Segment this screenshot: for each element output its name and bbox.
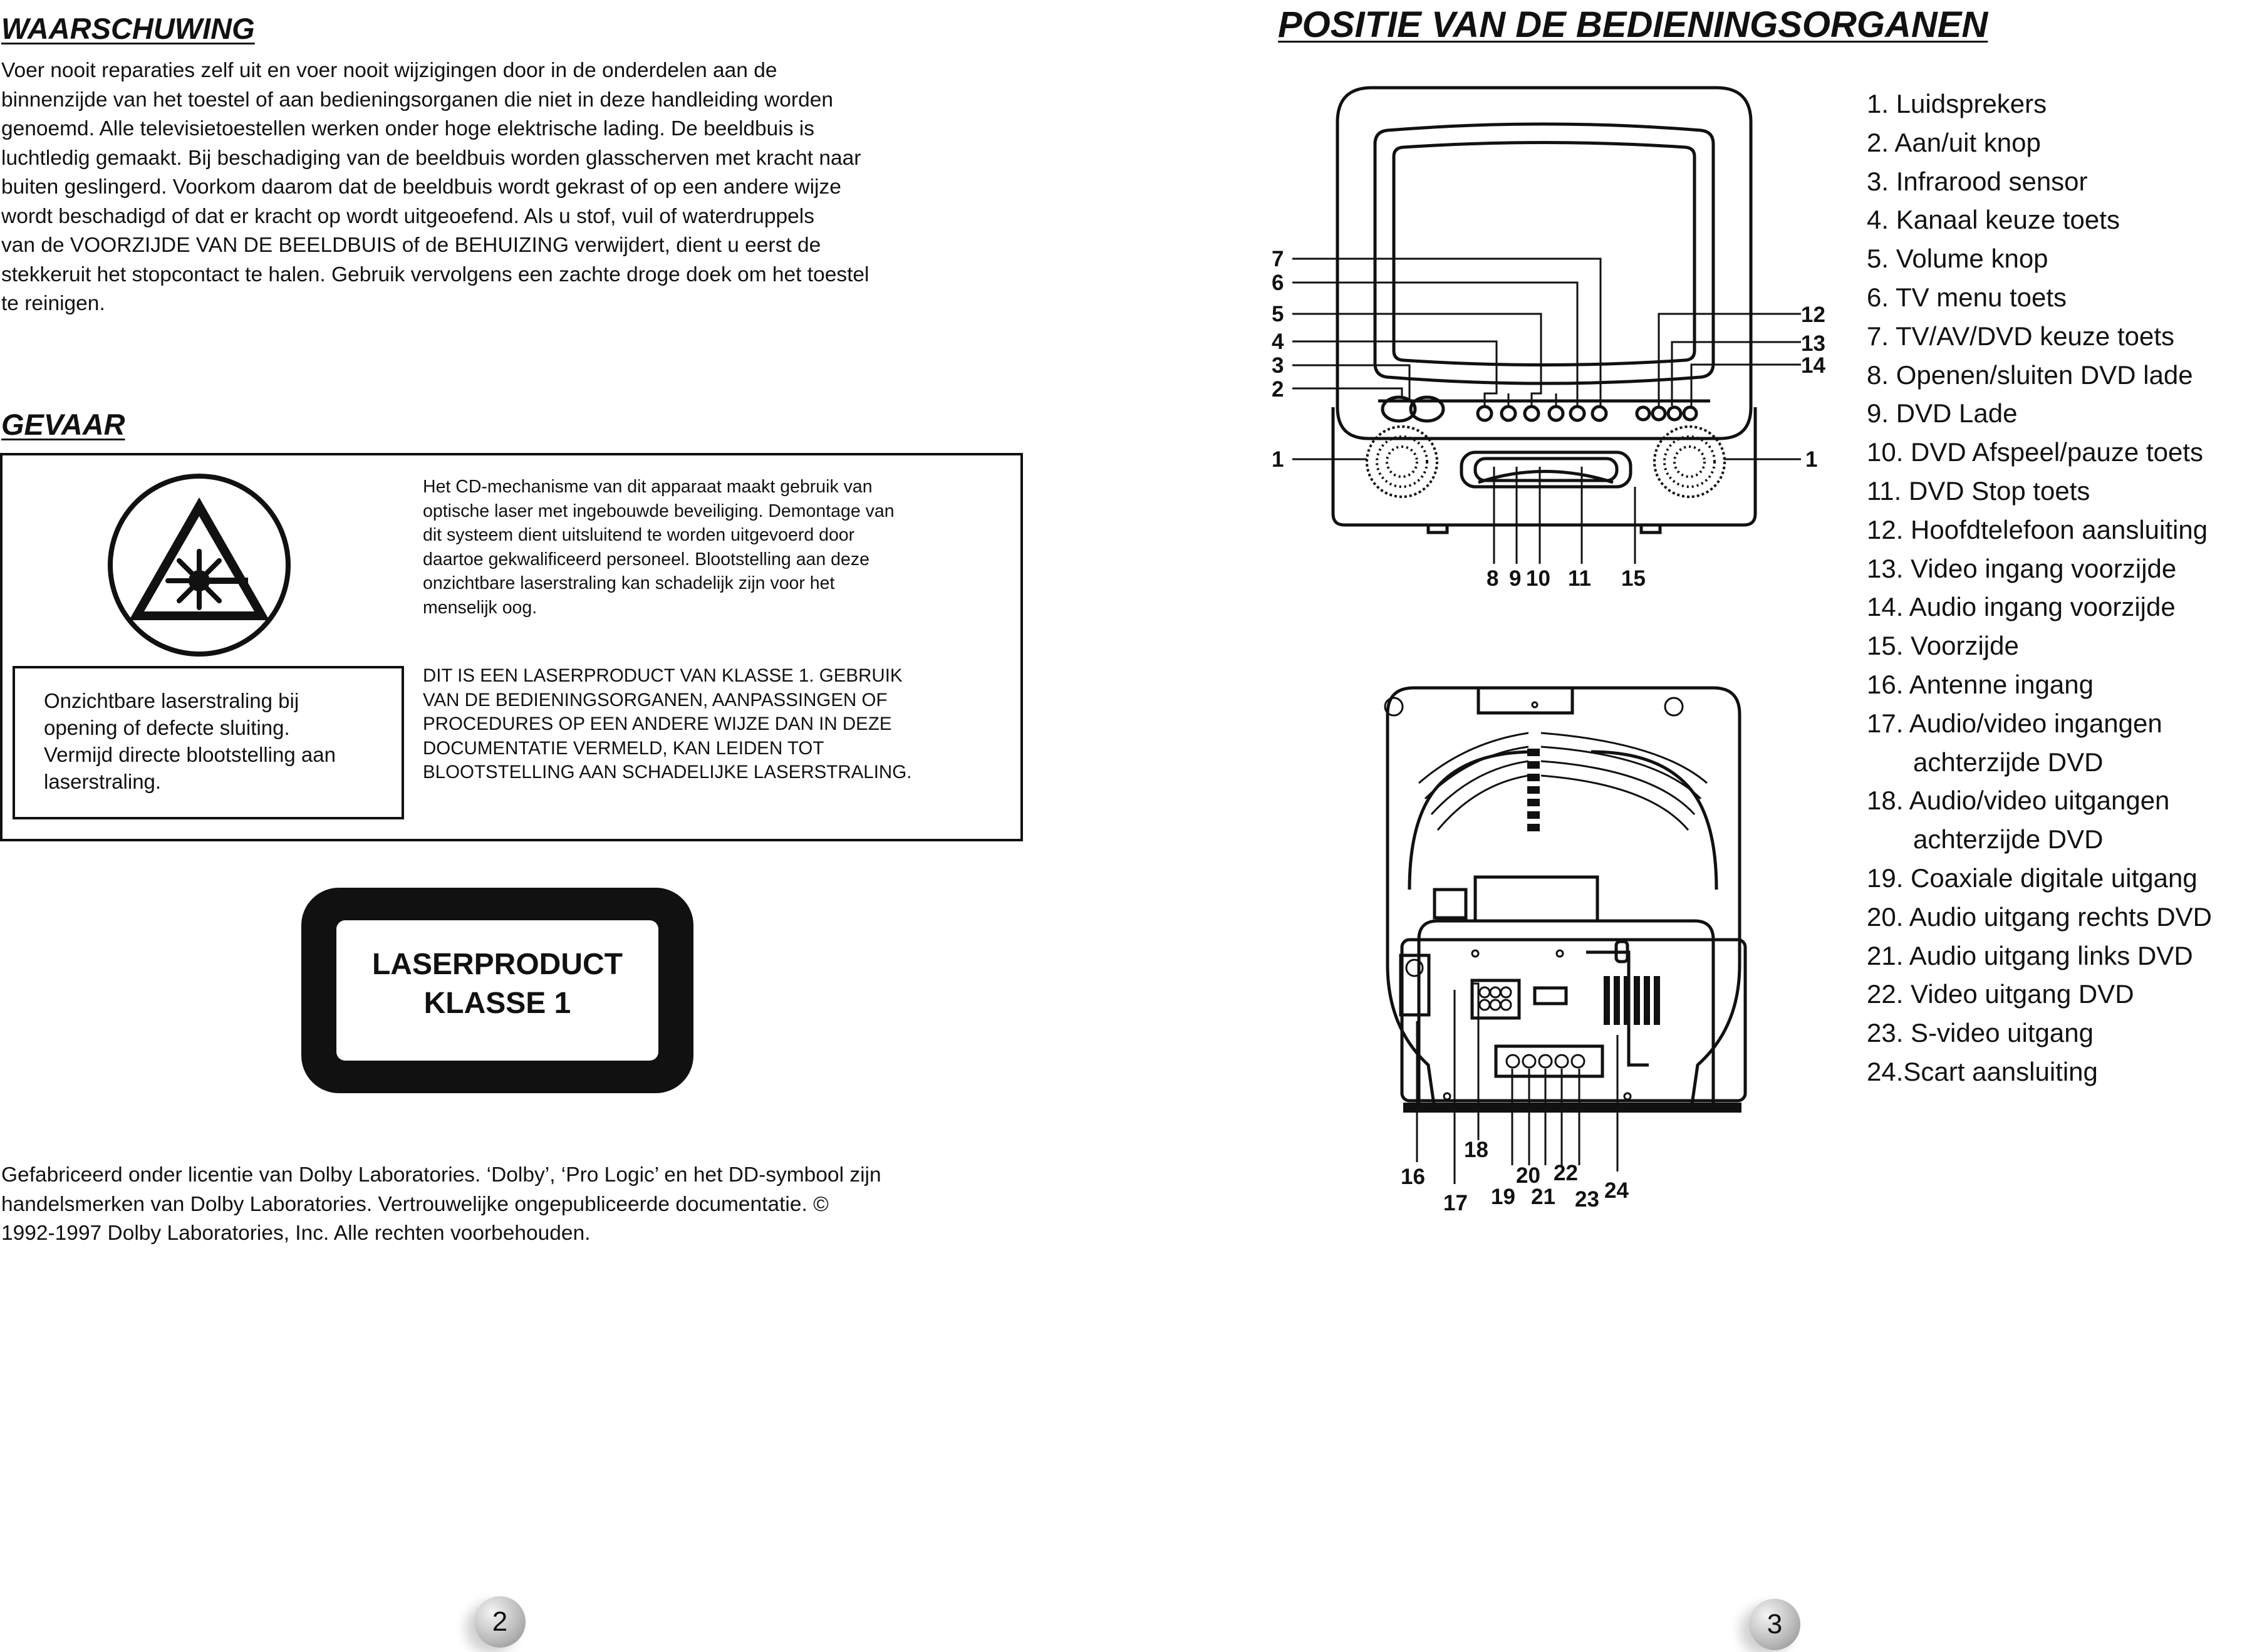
callout-8: 8 <box>1487 566 1499 591</box>
list-item: 6. TV menu toets <box>1867 282 2067 312</box>
list-item-continuation: achterzijde DVD <box>1913 747 2104 777</box>
laser-class-text <box>423 664 911 785</box>
list-item: 8. Openen/sluiten DVD lade <box>1867 360 2193 390</box>
laser-line: onzichtbare laserstraling kan schadelijk zijn voor het <box>423 573 835 593</box>
list-item: 12. Hoofdtelefoon aansluiting <box>1867 514 2208 544</box>
list-item: 10. DVD Afspeel/pauze toets <box>1867 437 2203 467</box>
callout-12: 12 <box>1801 303 1825 327</box>
callout-13: 13 <box>1801 331 1825 356</box>
warning-paragraph <box>1 56 869 319</box>
callout-1-right: 1 <box>1805 447 1818 472</box>
list-item: 24.Scart aansluiting <box>1867 1056 2098 1086</box>
callout-21: 21 <box>1531 1185 1555 1209</box>
list-item: 1. Luidsprekers <box>1867 89 2047 118</box>
list-item: 5. Volume knop <box>1867 244 2048 274</box>
invisible-line: Vermijd directe blootstelling aan <box>44 743 336 766</box>
callout-22: 22 <box>1554 1161 1578 1185</box>
class-line: DIT IS EEN LASERPRODUCT VAN KLASSE 1. GEBRUIK <box>423 665 903 686</box>
list-item: 14. Audio ingang voorzijde <box>1867 592 2176 622</box>
list-item: 19. Coaxiale digitale uitgang <box>1867 863 2198 893</box>
callout-6: 6 <box>1272 271 1284 295</box>
callout-18: 18 <box>1464 1138 1488 1162</box>
callout-1-left: 1 <box>1272 447 1284 472</box>
warning-line: stekkeruit het stopcontact te halen. Gebruik vervolgens een zachte droge doek om het toestel <box>1 262 869 286</box>
warning-title: WAARSCHUWING <box>1 12 255 45</box>
warning-line: van de VOORZIJDE VAN DE BEELDBUIS of de BEHUIZING verwijdert, dient u eerst de <box>1 234 821 257</box>
laser-line: daartoe gekwalificeerd personeel. Blootstelling aan deze <box>423 549 869 569</box>
label-line-1: LASERPRODUCT <box>371 948 623 981</box>
callout-11: 11 <box>1568 566 1591 591</box>
callout-3: 3 <box>1272 353 1284 378</box>
list-item: 9. DVD Lade <box>1867 398 2018 429</box>
class-line: DOCUMENTATIE VERMELD, KAN LEIDEN TOT <box>423 737 824 759</box>
list-item: 23. S-video uitgang <box>1867 1018 2094 1048</box>
callout-15: 15 <box>1621 566 1646 591</box>
list-item: 17. Audio/video ingangen <box>1867 708 2162 738</box>
dolby-line: Gefabriceerd onder licentie van Dolby Laboratories. ‘Dolby’, ‘Pro Logic’ en het DD-symbool zijn <box>1 1163 881 1187</box>
class-line: PROCEDURES OP EEN ANDERE WIJZE DAN IN DEZE <box>423 714 892 734</box>
controls-list <box>1867 85 2212 1091</box>
laser-class-label <box>301 888 693 1093</box>
callout-9: 9 <box>1509 566 1522 591</box>
list-item: 2. Aan/uit knop <box>1867 127 2041 157</box>
callout-5: 5 <box>1272 302 1284 326</box>
dolby-notice <box>1 1161 881 1249</box>
laser-description <box>423 475 895 620</box>
danger-title: GEVAAR <box>1 408 125 441</box>
list-item: 13. Video ingang voorzijde <box>1867 553 2177 583</box>
list-item: 20. Audio uitgang rechts DVD <box>1867 901 2213 932</box>
callout-23: 23 <box>1575 1187 1599 1212</box>
label-line-2: KLASSE 1 <box>423 987 571 1020</box>
invisible-line: opening of defecte sluiting. <box>44 716 290 739</box>
controls-title: POSITIE VAN DE BEDIENINGSORGANEN <box>1278 4 1988 45</box>
warning-line: luchtledig gemaakt. Bij beschadiging van de beeldbuis worden glasscherven met kracht naar <box>1 146 861 170</box>
list-item: 16. Antenne ingang <box>1867 669 2094 699</box>
list-item: 21. Audio uitgang links DVD <box>1867 940 2193 970</box>
warning-line: wordt beschadigd of dat er kracht op wordt uitgeoefend. Als u stof, vuil of waterdruppels <box>1 204 814 228</box>
warning-line: te reinigen. <box>1 292 105 315</box>
laser-line: optische laser met ingebouwde beveiliging. Demontage van <box>423 501 895 521</box>
dolby-line: 1992-1997 Dolby Laboratories, Inc. Alle rechten voorbehouden. <box>1 1222 591 1245</box>
warning-line: genoemd. Alle televisietoestellen werken onder hoge elektrische lading. De beeldbuis is <box>1 117 814 140</box>
callout-10: 10 <box>1526 566 1550 591</box>
warning-line: binnenzijde van het toestel of aan bedieningsorganen die niet in deze handleiding worden <box>1 88 833 112</box>
invisible-radiation-text <box>44 687 336 795</box>
list-item: 4. Kanaal keuze toets <box>1867 205 2120 235</box>
list-item: 22. Video uitgang DVD <box>1867 979 2134 1009</box>
list-item: 3. Infrarood sensor <box>1867 166 2088 196</box>
page-number-right: 3 <box>1749 1599 1800 1650</box>
callout-4: 4 <box>1272 330 1284 354</box>
invisible-line: Onzichtbare laserstraling bij <box>44 689 299 712</box>
laser-warning-icon <box>105 471 293 659</box>
callout-19: 19 <box>1491 1185 1515 1209</box>
dolby-line: handelsmerken van Dolby Laboratories. Vertrouwelijke ongepubliceerde documentatie. © <box>1 1192 829 1216</box>
callout-24: 24 <box>1604 1178 1629 1203</box>
callout-14: 14 <box>1801 353 1825 378</box>
laser-line: dit systeem dient uitsluitend te worden uitgevoerd door <box>423 525 855 545</box>
laser-line: Het CD-mechanisme van dit apparaat maakt gebruik van <box>423 477 873 497</box>
callout-20: 20 <box>1516 1163 1540 1188</box>
callout-17: 17 <box>1443 1191 1468 1215</box>
invisible-line: laserstraling. <box>44 770 162 793</box>
page-number-left: 2 <box>474 1596 526 1648</box>
callout-2: 2 <box>1272 377 1284 402</box>
list-item: 7. TV/AV/DVD keuze toets <box>1867 321 2174 351</box>
list-item: 18. Audio/video uitgangen <box>1867 786 2170 816</box>
callout-7: 7 <box>1272 247 1284 271</box>
warning-line: Voer nooit reparaties zelf uit en voer nooit wijzigingen door in de onderdelen aan de <box>1 59 777 82</box>
list-item-continuation: achterzijde DVD <box>1913 824 2104 855</box>
list-item: 11. DVD Stop toets <box>1867 475 2090 506</box>
class-line: BLOOTSTELLING AAN SCHADELIJKE LASERSTRALING. <box>423 762 912 782</box>
callout-16: 16 <box>1401 1165 1425 1189</box>
laser-line: menselijk oog. <box>423 597 537 618</box>
tv-front-diagram <box>1259 75 1848 601</box>
tv-back-diagram <box>1378 677 1779 1228</box>
list-item: 15. Voorzijde <box>1867 631 2019 661</box>
class-line: VAN DE BEDIENINGSORGANEN, AANPASSINGEN OF <box>423 689 888 710</box>
warning-line: buiten geslingerd. Voorkom daarom dat de beeldbuis wordt gekrast of op een andere wijze <box>1 175 841 199</box>
